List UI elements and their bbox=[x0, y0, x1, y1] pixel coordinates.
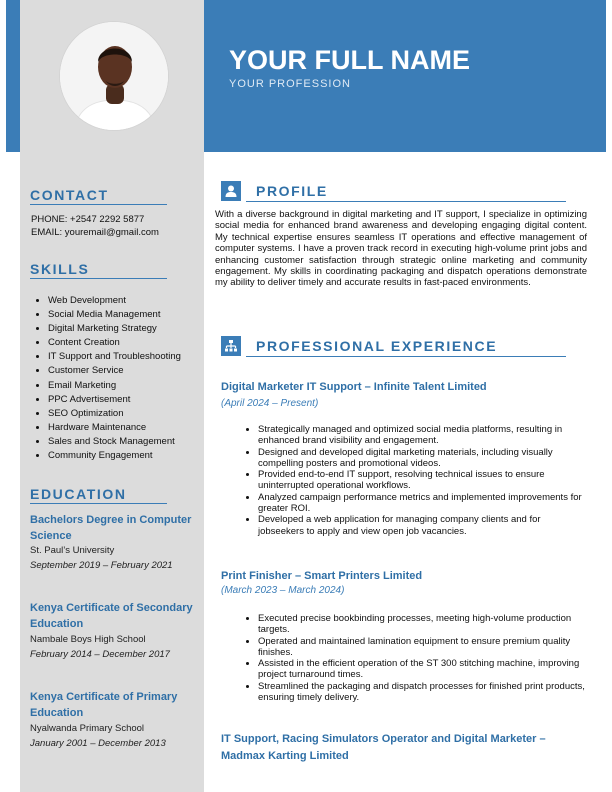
education-dates: January 2001 – December 2013 bbox=[30, 738, 166, 749]
skills-list bbox=[30, 294, 181, 463]
job-bullet: • Operated and maintained lamination equipment to ensure premium quality finishes. bbox=[258, 636, 588, 659]
job-title: Digital Marketer IT Support – Infinite Talent Limited bbox=[221, 381, 487, 393]
profile-summary: With a diverse background in digital marketing and IT support, I specialize in optimizing social media for enhanced brand awareness and developing engaging digital content. My technical expertise ensures seamless IT operations and effective management of computer systems. I have a proven track record in executing high-volume print jobs and enhancing customer satisfaction through strategic online marketing and community engagement. My skills in coordinating packaging and dispatch operations demonstrate my ability to deliver timely and accurate results in fast-paced environments. bbox=[215, 209, 587, 289]
job-title: Print Finisher – Smart Printers Limited bbox=[221, 570, 423, 582]
contact-heading: CONTACT bbox=[30, 187, 167, 205]
education-heading: EDUCATION bbox=[30, 486, 167, 504]
skill-item: • IT Support and Troubleshooting bbox=[48, 350, 181, 364]
job-bullet: • Provided end-to-end IT support, resolving technical issues to ensure uninterrupted operational workflows. bbox=[258, 469, 588, 492]
org-chart-icon bbox=[221, 336, 241, 356]
experience-divider bbox=[246, 356, 566, 357]
education-dates: September 2019 – February 2021 bbox=[30, 560, 173, 571]
job-bullets bbox=[240, 613, 588, 703]
skills-heading: SKILLS bbox=[30, 261, 167, 279]
avatar bbox=[59, 21, 169, 131]
education-school: St. Paul’s University bbox=[30, 545, 115, 556]
full-name: YOUR FULL NAME bbox=[229, 45, 470, 75]
education-degree: Kenya Certificate of Primary Education bbox=[30, 691, 178, 719]
education-school: Nyalwanda Primary School bbox=[30, 723, 145, 734]
avatar-photo bbox=[60, 22, 169, 131]
job-bullet: • Strategically managed and optimized social media platforms, resulting in enhanced brand visibility and engagement. bbox=[258, 424, 588, 447]
education-dates: February 2014 – December 2017 bbox=[30, 649, 170, 660]
job-title: IT Support, Racing Simulators Operator and Digital Marketer – Madmax Karting Limited bbox=[221, 733, 546, 762]
skill-item: • Web Development bbox=[48, 294, 181, 308]
skill-item: • Email Marketing bbox=[48, 379, 181, 393]
skill-item: • Customer Service bbox=[48, 364, 181, 378]
job-bullet: • Assisted in the efficient operation of the ST 300 stitching machine, improving project turnaround times. bbox=[258, 658, 588, 681]
education-school: Nambale Boys High School bbox=[30, 634, 146, 645]
job-bullet: • Streamlined the packaging and dispatch processes for finished print products, ensuring timely delivery. bbox=[258, 681, 588, 704]
education-degree: Bachelors Degree in Computer Science bbox=[30, 514, 192, 542]
skill-item: • PPC Advertisement bbox=[48, 393, 181, 407]
skill-item: • Hardware Maintenance bbox=[48, 421, 181, 435]
job-bullet: • Executed precise bookbinding processes, meeting high-volume production targets. bbox=[258, 613, 588, 636]
job-dates: (April 2024 – Present) bbox=[221, 398, 319, 409]
education-degree: Kenya Certificate of Secondary Education bbox=[30, 602, 193, 630]
skill-item: • Content Creation bbox=[48, 336, 181, 350]
person-icon bbox=[221, 181, 241, 201]
job-bullet: • Designed and developed digital marketing materials, including visually compelling posters and promotional videos. bbox=[258, 447, 588, 470]
skill-item: • Social Media Management bbox=[48, 308, 181, 322]
skill-item: • SEO Optimization bbox=[48, 407, 181, 421]
skill-item: • Sales and Stock Management bbox=[48, 435, 181, 449]
experience-heading: PROFESSIONAL EXPERIENCE bbox=[256, 338, 498, 354]
job-bullets bbox=[240, 424, 588, 537]
skill-item: • Digital Marketing Strategy bbox=[48, 322, 181, 336]
skill-item: • Community Engagement bbox=[48, 449, 181, 463]
job-dates: (March 2023 – March 2024) bbox=[221, 585, 345, 596]
job-bullet: • Developed a web application for managing company clients and for jobseekers to apply and view open job vacancies. bbox=[258, 514, 588, 537]
profile-divider bbox=[246, 201, 566, 202]
contact-phone: PHONE: +2547 2292 5877 bbox=[31, 214, 145, 225]
profession: YOUR PROFESSION bbox=[229, 78, 351, 90]
contact-email: EMAIL: youremail@gmail.com bbox=[31, 227, 159, 238]
profile-heading: PROFILE bbox=[256, 183, 328, 199]
job-bullet: • Analyzed campaign performance metrics and implemented improvements for greater ROI. bbox=[258, 492, 588, 515]
